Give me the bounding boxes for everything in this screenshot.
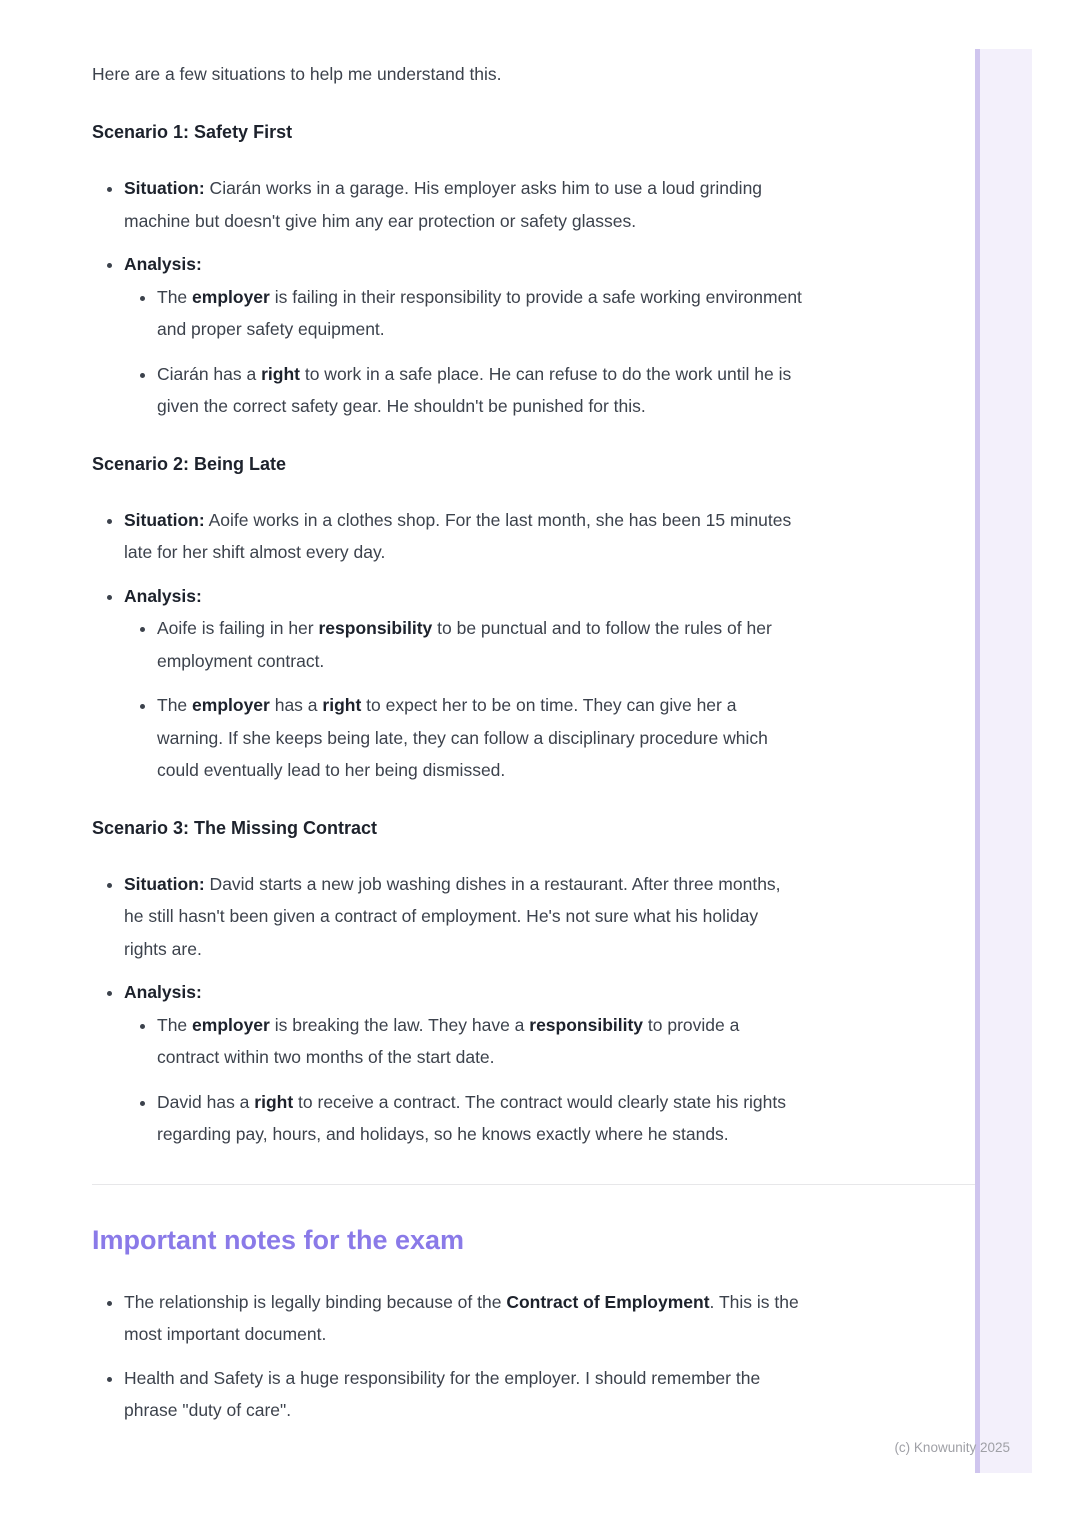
scenario-1-title: Scenario 1: Safety First: [92, 122, 293, 142]
analysis-sub-list: [124, 281, 804, 423]
analysis-point: • David has a right to receive a contract. The contract would clearly state his rights regarding pay, hours, and holidays, so he knows exactly where he stands.: [157, 1086, 804, 1151]
analysis-label: Analysis:: [124, 254, 202, 274]
situation-item: • Situation: David starts a new job washing dishes in a restaurant. After three months, he still hasn't been given a contract of employment. He's not sure what his holiday rights are.: [124, 868, 804, 966]
scenario-2-list: [92, 504, 804, 787]
analysis-item: [124, 976, 804, 1151]
notes-document-body: [92, 58, 804, 1438]
analysis-label: Analysis:: [124, 585, 202, 606]
exam-notes-title: Important notes for the exam: [92, 1224, 465, 1255]
situation-item: • Situation: Ciarán works in a garage. His employer asks him to use a loud grinding machine but doesn't give him any ear protection or safety glasses.: [124, 172, 804, 237]
analysis-point: • The employer is breaking the law. They have a responsibility to provide a contract within two months of the start date.: [157, 1009, 804, 1074]
analysis-sub-list: [124, 1009, 804, 1151]
scenario-3-title: Scenario 3: The Missing Contract: [92, 817, 378, 838]
exam-notes-list: [92, 1286, 804, 1427]
situation-item: • Situation: Aoife works in a clothes shop. For the last month, she has been 15 minutes late for her shift almost every day.: [124, 504, 804, 569]
analysis-point: • The employer has a right to expect her to be on time. They can give her a warning. If she keeps being late, they can follow a disciplinary procedure which could eventually lead to her being dismissed.: [157, 689, 804, 787]
analysis-point: • Ciarán has a right to work in a safe place. He can refuse to do the work until he is given the correct safety gear. He shouldn't be punished for this.: [157, 358, 804, 423]
analysis-label: Analysis:: [124, 982, 202, 1002]
scenario-2-title: Scenario 2: Being Late: [92, 453, 287, 474]
intro-paragraph: Here are a few situations to help me understand this.: [92, 64, 502, 84]
analysis-item: [124, 580, 804, 787]
note-item: • Health and Safety is a huge responsibility for the employer. I should remember the phrase "duty of care".: [124, 1362, 804, 1427]
analysis-item: [124, 248, 804, 423]
scenario-1-list: [92, 172, 804, 423]
copyright-watermark: (c) Knowunity 2025: [894, 1440, 1010, 1455]
scenario-3-list: [92, 868, 804, 1151]
note-item: • The relationship is legally binding because of the Contract of Employment. This is the most important document.: [124, 1286, 804, 1351]
page-edge-strip: [975, 49, 1032, 1473]
section-divider: [92, 1184, 1010, 1185]
analysis-point: • Aoife is failing in her responsibility to be punctual and to follow the rules of her employment contract.: [157, 612, 804, 677]
analysis-point: • The employer is failing in their responsibility to provide a safe working environment and proper safety equipment.: [157, 281, 804, 346]
analysis-sub-list: [124, 612, 804, 787]
